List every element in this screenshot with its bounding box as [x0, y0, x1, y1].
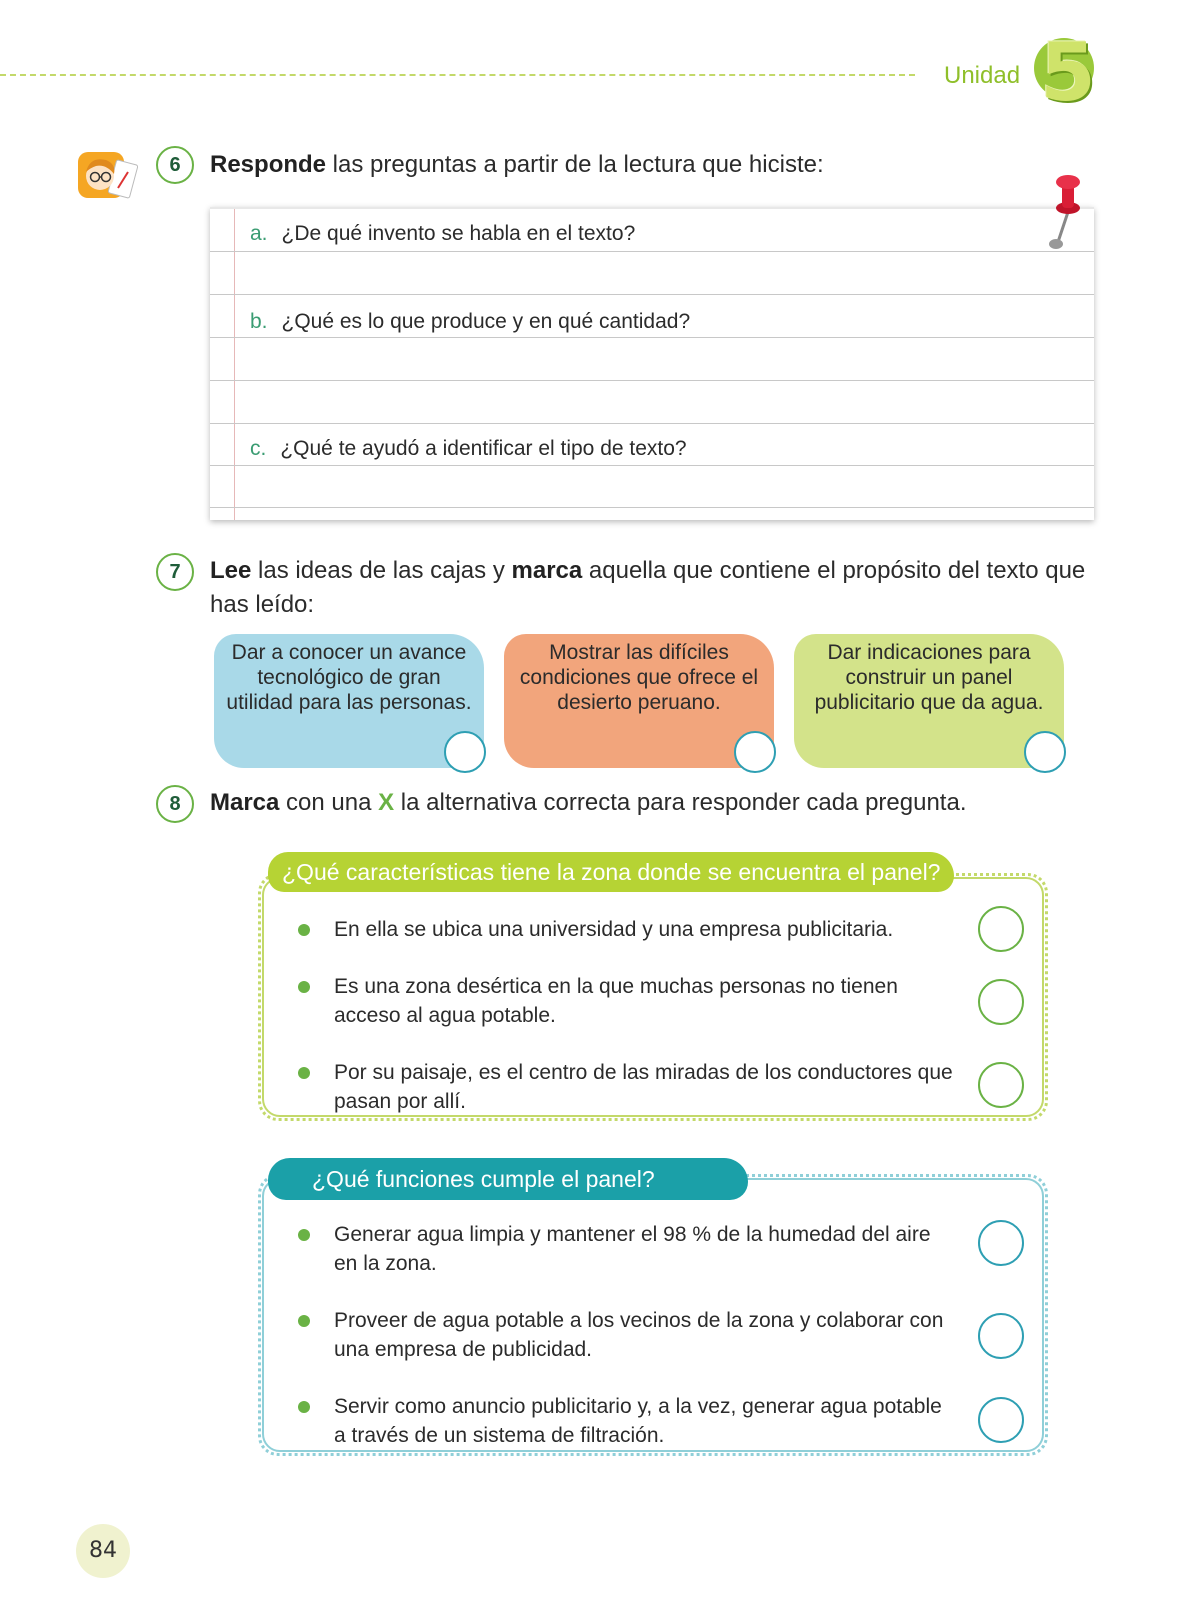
question-panel-1-title: ¿Qué características tiene la zona donde se encuentra el panel? — [268, 852, 954, 892]
panel-1-option-1: En ella se ubica una universidad y una empresa publicitaria. — [334, 918, 894, 941]
push-pin-icon — [1044, 172, 1094, 256]
answer-line-c[interactable] — [234, 466, 1094, 508]
activity-8-instruction: Marca con una X la alternativa correcta para responder cada pregunta. — [210, 789, 967, 816]
panel-1-option-2: Es una zona desértica en la que muchas personas no tienen acceso al agua potable. — [334, 975, 898, 1027]
question-c: c. ¿Qué te ayudó a identificar el tipo de texto? — [250, 437, 687, 460]
paper-rule — [210, 423, 1094, 424]
panel-2-option-3-checkbox[interactable] — [978, 1397, 1024, 1443]
panel-2-option-2-checkbox[interactable] — [978, 1313, 1024, 1359]
panel-2-option-2: Proveer de agua potable a los vecinos de la zona y colaborar con una empresa de publicidad. — [334, 1309, 944, 1361]
activity-6-number: 6 — [156, 146, 194, 184]
question-a: a. ¿De qué invento se habla en el texto? — [250, 222, 636, 245]
panel-2-option-3: Servir como anuncio publicitario y, a la vez, generar agua potable a través de un sistema de filtración. — [334, 1395, 942, 1447]
lined-answer-paper — [210, 207, 1094, 520]
panel-1-option-3-checkbox[interactable] — [978, 1062, 1024, 1108]
bullet — [298, 981, 310, 993]
answer-line-b[interactable] — [234, 338, 1094, 422]
page-number: 84 — [76, 1524, 130, 1578]
purpose-checkbox-1[interactable] — [444, 731, 486, 773]
bullet — [298, 1229, 310, 1241]
bullet — [298, 924, 310, 936]
purpose-checkbox-2[interactable] — [734, 731, 776, 773]
question-b: b. ¿Qué es lo que produce y en qué cantidad? — [250, 310, 691, 333]
answer-line-a[interactable] — [234, 252, 1094, 294]
bullet — [298, 1315, 310, 1327]
purpose-box-1: Dar a conocer un avance tecnológico de gran utilidad para las personas. — [214, 634, 484, 768]
activity-7-number: 7 — [156, 553, 194, 591]
unit-label: Unidad — [944, 62, 1021, 89]
activity-6-instruction: Responde las preguntas a partir de la lectura que hiciste: — [210, 151, 824, 178]
panel-1-option-1-checkbox[interactable] — [978, 906, 1024, 952]
purpose-box-3: Dar indicaciones para construir un panel publicitario que da agua. — [794, 634, 1064, 768]
question-panel-2-title: ¿Qué funciones cumple el panel? — [268, 1158, 748, 1200]
panel-1-option-2-checkbox[interactable] — [978, 979, 1024, 1025]
student-reading-icon — [76, 150, 138, 202]
purpose-box-2: Mostrar las difíciles condiciones que ofrece el desierto peruano. — [504, 634, 774, 768]
header-dashed-line — [0, 74, 915, 76]
panel-2-option-1-checkbox[interactable] — [978, 1220, 1024, 1266]
activity-8-number: 8 — [156, 785, 194, 823]
purpose-checkbox-3[interactable] — [1024, 731, 1066, 773]
panel-1-option-3: Por su paisaje, es el centro de las miradas de los conductores que pasan por allí. — [334, 1061, 953, 1113]
paper-rule — [210, 294, 1094, 295]
panel-2-option-1: Generar agua limpia y mantener el 98 % de la humedad del aire en la zona. — [334, 1223, 931, 1275]
unit-number: 5 — [1040, 26, 1096, 119]
activity-7-instruction: Lee las ideas de las cajas y marca aquella que contiene el propósito del texto que has leído: — [210, 557, 1086, 618]
bullet — [298, 1067, 310, 1079]
bullet — [298, 1401, 310, 1413]
